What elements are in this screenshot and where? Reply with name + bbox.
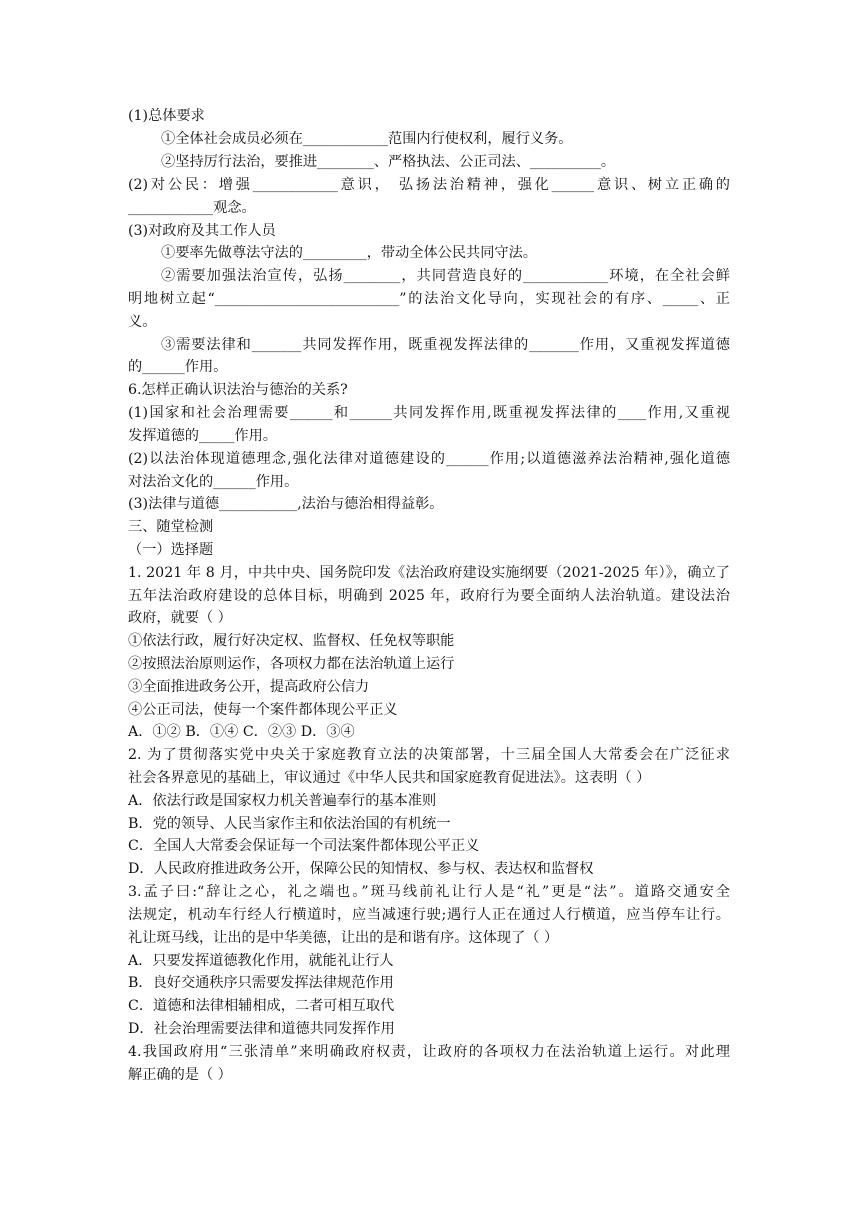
answer-choices: A．①② B．①④ C．②③ D．③④ <box>128 724 355 740</box>
answer-choice: C．全国人大常委会保证每一个司法案件都体现公平正义 <box>128 838 480 854</box>
option-statement: ③全面推进政务公开，提高政府公信力 <box>128 679 370 695</box>
text-line: 发挥道德的_____作用。 <box>128 428 277 444</box>
answer-choice: B．党的领导、人民当家作主和依法治国的有机统一 <box>128 816 451 832</box>
text-line: ____________观念。 <box>128 200 256 216</box>
text-line: ②需要加强法治宣传，弘扬________，共同营造良好的____________环境，在全社会鲜 <box>161 268 730 284</box>
question-text: 政府，就要（ ） <box>128 610 232 626</box>
question-text: 3.孟子曰:“辞让之心，礼之端也。”斑马线前礼让行人是“礼”更是“法”。道路交通安全 <box>128 884 730 900</box>
text-line: (3)对政府及其工作人员 <box>128 223 276 239</box>
text-line: (1)总体要求 <box>128 108 205 124</box>
answer-choice: C．道德和法律相辅相成，二者可相互取代 <box>128 998 395 1014</box>
text-line: ①全体社会成员必须在____________范围内行使权利，履行义务。 <box>161 131 573 147</box>
text-line: (2)对公民：增强____________意识， 弘扬法治精神，强化______意识、树立正确的 <box>128 177 730 193</box>
question-text: 4.我国政府用“三张清单”来明确政府权责，让政府的各项权力在法治轨道上运行。对此理 <box>128 1044 730 1060</box>
text-line: 明地树立起“__________________________”的法治文化导向，实现社会的有序、_____、正 <box>128 291 730 307</box>
text-line: (3)法律与道德___________,法治与德治相得益彰。 <box>128 496 444 512</box>
answer-choice: D．社会治理需要法律和道德共同发挥作用 <box>128 1021 395 1037</box>
text-line: ②坚持厉行法治，要推进________、严格执法、公正司法、__________。 <box>161 154 616 170</box>
question-text: 2. 为了贯彻落实党中央关于家庭教育立法的决策部署，十三届全国人大常委会在广泛征求 <box>128 747 730 763</box>
text-line: ③需要法律和_______共同发挥作用，既重视发挥法律的_______作用，又重视发挥道德 <box>161 337 730 353</box>
text-line: 的______作用。 <box>128 359 228 375</box>
answer-choice: A．只要发挥道德教化作用，就能礼让行人 <box>128 953 394 969</box>
text-line: (1)国家和社会治理需要______和______共同发挥作用,既重视发挥法律的____作用,又重视 <box>128 405 730 421</box>
question-text: 解正确的是（ ） <box>128 1067 232 1083</box>
text-line: ①要率先做尊法守法的_________，带动全体公民共同守法。 <box>161 245 537 261</box>
question-text: 礼让斑马线，让出的是中华美德，让出的是和谐有序。这体现了（ ） <box>128 930 559 946</box>
answer-choice: D．人民政府推进政务公开，保障公民的知情权、参与权、表达权和监督权 <box>128 861 594 877</box>
section-heading: 三、随堂检测 <box>128 519 214 535</box>
question-text: 社会各界意见的基础上，审议通过《中华人民共和国家庭教育促进法》。这表明（ ） <box>128 770 651 786</box>
text-line: (2)以法治体现道德理念,强化法律对道德建设的______作用;以道德滋养法治精神,强化道德 <box>128 451 730 467</box>
text-line: 义。 <box>128 314 157 330</box>
question-text: 法规定，机动车行经人行横道时，应当减速行驶;遇行人正在通过人行横道，应当停车让行。 <box>128 907 730 923</box>
option-statement: ②按照法治原则运作，各项权力都在法治轨道上运行 <box>128 656 455 672</box>
option-statement: ④公正司法，使每一个案件都体现公平正义 <box>128 702 398 718</box>
question-text: 五年法治政府建设的总体目标，明确到 2025 年，政府行为要全面纳人法治轨道。建设法治 <box>128 588 730 604</box>
text-line: 对法治文化的______作用。 <box>128 474 299 490</box>
answer-choice: A．依法行政是国家权力机关普遍奉行的基本准则 <box>128 793 437 809</box>
section-heading: 6.怎样正确认识法治与德治的关系? <box>128 382 348 398</box>
answer-choice: B．良好交通秩序只需要发挥法律规范作用 <box>128 975 394 991</box>
subsection-heading: （一）选择题 <box>128 542 214 558</box>
question-text: 1. 2021 年 8 月，中共中央、国务院印发《法治政府建设实施纲要（2021-2025 年）》，确立了 <box>128 565 730 581</box>
option-statement: ①依法行政，履行好决定权、监督权、任免权等职能 <box>128 633 455 649</box>
